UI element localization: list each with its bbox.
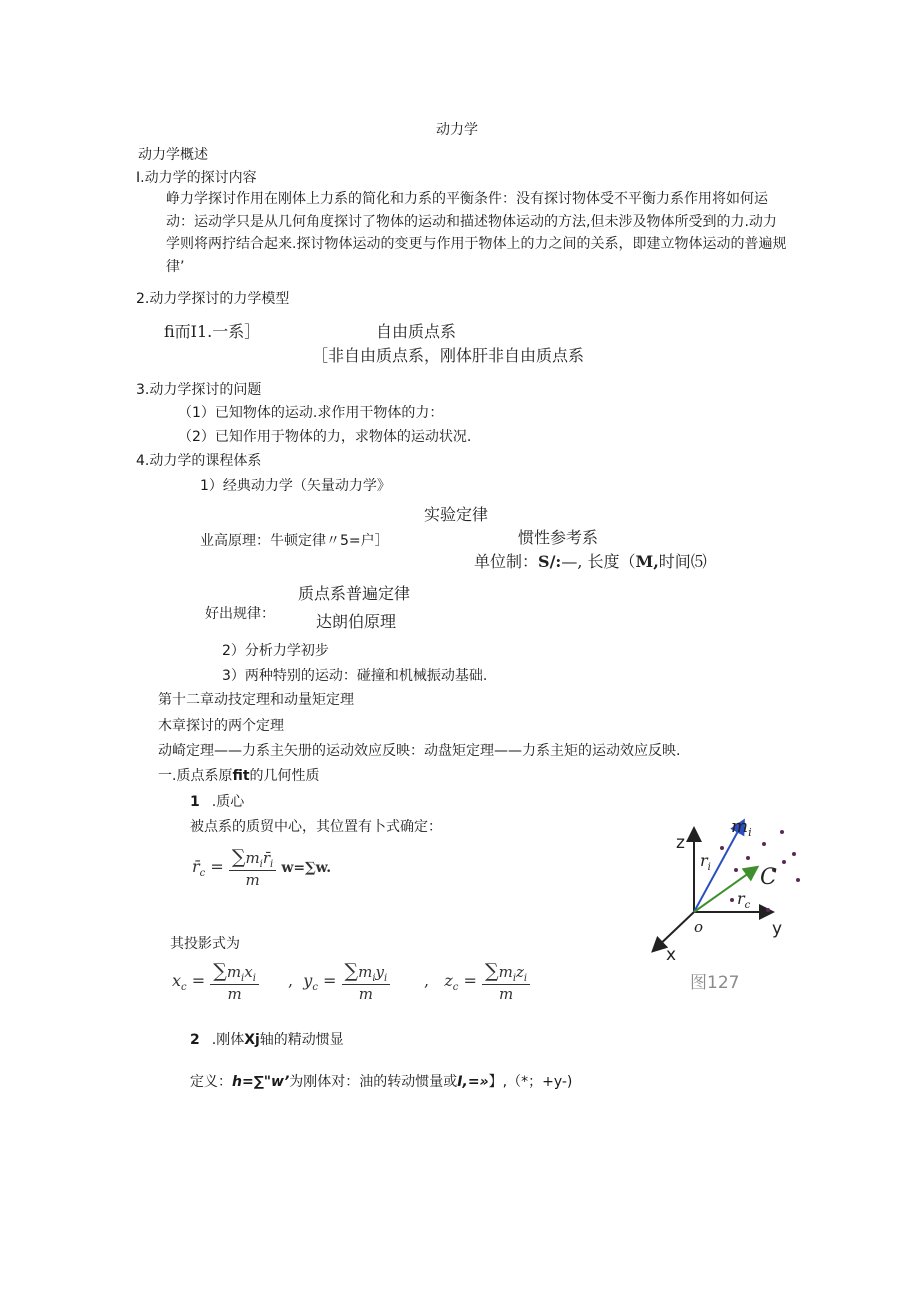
projection-x-formula: $x_c$ = $\frac{\sum m_ix_i}{m}$ bbox=[172, 960, 259, 1003]
center-of-mass-formula: $r̄_c$ = $\frac{\sum m_ir̄_i}{m}$ w=∑w. bbox=[192, 846, 332, 889]
section3-heading: 3.动力学探讨的问题 bbox=[136, 382, 262, 398]
axis-z-label: z bbox=[676, 833, 685, 853]
dalembert-principle: 达朗伯原理 bbox=[316, 612, 397, 631]
section2-heading: 2.动力学探讨的力学模型 bbox=[136, 291, 290, 307]
formula-tail: w=∑w. bbox=[281, 860, 332, 876]
model-line2: ［非自由质点系，刚体肝非自由质点系 bbox=[312, 346, 585, 365]
section4-item2: 2）分析力学初步 bbox=[222, 643, 329, 659]
figure-caption: 图127 bbox=[690, 973, 740, 993]
moment-of-inertia-heading: 2 .刚体Xj轴的精动惯显 bbox=[190, 1032, 344, 1048]
section1-heading: I.动力学的探讨内容 bbox=[136, 170, 257, 186]
model-line1-right: 自由质点系 bbox=[376, 322, 457, 341]
chapter-theorems: 动崎定理——力系主矢册的运动效应反映：动盘矩定理——力系主矩的运动效应反映. bbox=[158, 743, 681, 759]
center-of-mass-description: 被点系的质贸中心，其位置有卜式确定： bbox=[190, 819, 442, 835]
section4-heading: 4.动力学的课程体系 bbox=[136, 453, 262, 469]
overview-heading: 动力学概述 bbox=[138, 147, 208, 163]
chapter-subtitle: 木章探讨的两个定理 bbox=[158, 718, 284, 734]
model-line1-left: fi而I1.一系］ bbox=[164, 322, 261, 341]
derived-laws-label: 好出规律： bbox=[205, 606, 275, 622]
chapter-title: 第十二章动技定理和动量矩定理 bbox=[158, 692, 354, 708]
unit-bold2: M, bbox=[635, 552, 659, 571]
coordinate-diagram bbox=[636, 810, 816, 1000]
unit-bold: S/: bbox=[538, 552, 562, 571]
basic-principle: 业高原理：牛顿定律〃5=户］ bbox=[200, 533, 389, 549]
vector-rc-label: $r_c$ bbox=[737, 889, 751, 911]
unit-prefix: 单位制： bbox=[474, 552, 539, 571]
section1-paragraph: 峥力学探讨作用在刚体上力系的简化和力系的平衡条件：没有探讨物体受不平衡力系作用将如何运动：运动学只是从几何角度探讨了物体的运动和描述物体运动的方法,但未涉及物体所受到的力.动力学则将两拧结合起来.探讨物体运动的变更与作用于物体上的力之间的关系，即建立物体运动的普遍规律’ bbox=[166, 191, 787, 275]
origin-label: o bbox=[694, 918, 704, 936]
section4-item1: 1）经典动力学（矢量动力学》 bbox=[200, 478, 391, 494]
section3-item1: （1）已知物体的运动.求作用干物体的力： bbox=[178, 405, 444, 421]
experimental-law: 实验定律 bbox=[424, 505, 489, 524]
system-general-law: 质点系普遍定律 bbox=[298, 584, 411, 603]
axis-x-label: x bbox=[666, 945, 677, 965]
center-of-mass-heading: 1 .质心 bbox=[190, 794, 245, 810]
point-c-label: C bbox=[760, 865, 777, 890]
projection-label: 其投影式为 bbox=[170, 936, 240, 952]
unit-mid: —, 长度（ bbox=[561, 552, 636, 571]
section3-item2: （2）已知作用于物体的力，求物体的运动状况. bbox=[178, 429, 472, 445]
moment-of-inertia-definition: 定义：h=∑"w’为刚体对：油的转动惯量或I,=»】,（*；+y-) bbox=[190, 1074, 573, 1090]
figure-127 bbox=[636, 810, 816, 1004]
inertial-frame: 惯性参考系 bbox=[518, 528, 599, 547]
point-mi-label: $m_i$ bbox=[731, 816, 752, 839]
projection-z-formula: , $z_c$ = $\frac{\sum m_iz_i}{m}$ bbox=[424, 960, 530, 1003]
vector-ri-label: $r_i$ bbox=[700, 851, 711, 873]
geometry-section-heading: 一.质点系原fit的几何性质 bbox=[158, 768, 320, 784]
section4-item3: 3）两种特别的运动：碰撞和机械振动基础. bbox=[222, 668, 488, 684]
unit-system bbox=[474, 552, 707, 572]
projection-y-formula: , $y_c$ = $\frac{\sum m_iy_i}{m}$ bbox=[288, 960, 390, 1003]
page-title: 动力学 bbox=[436, 122, 478, 138]
axis-y-label: y bbox=[772, 919, 783, 939]
unit-end: 时间⑸ bbox=[658, 552, 707, 571]
